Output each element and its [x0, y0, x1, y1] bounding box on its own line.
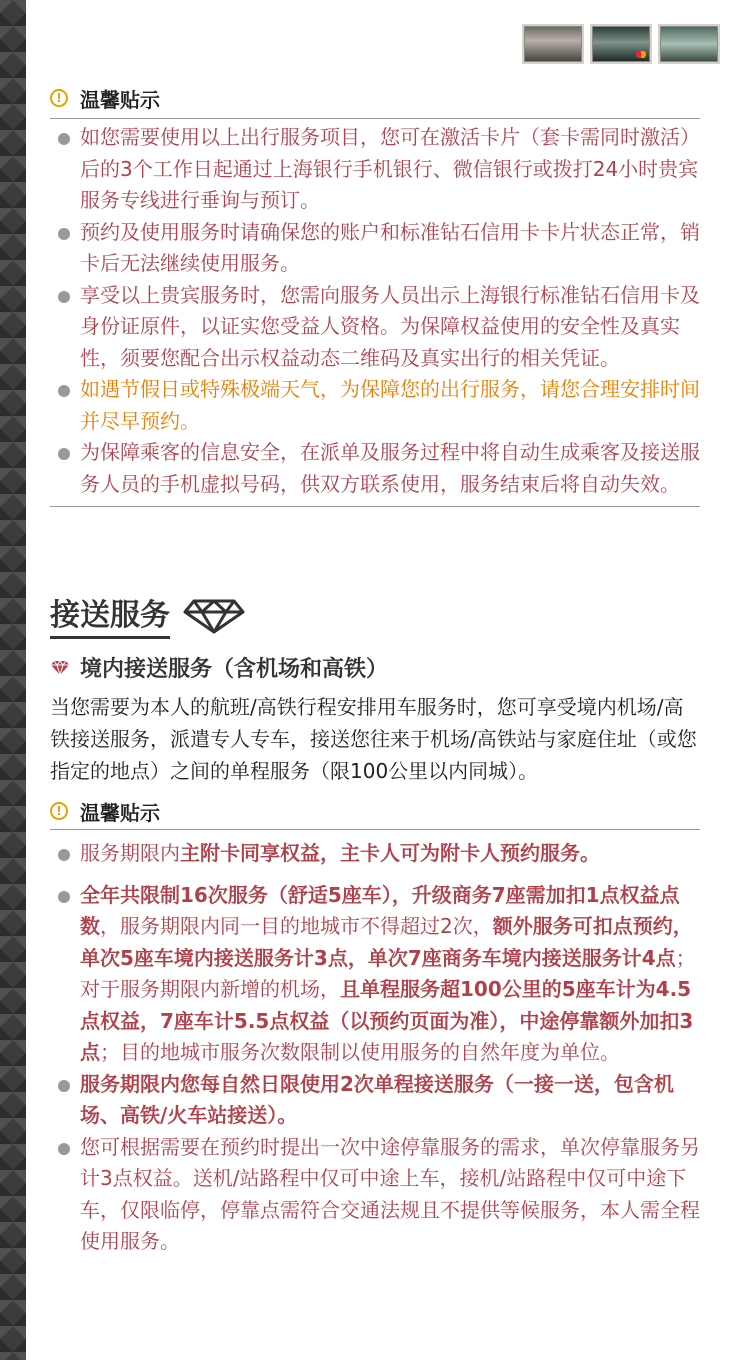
- mastercard-logo-icon: [636, 51, 646, 58]
- list-item: 服务期限内您每自然日限使用2次单程接送服务（一接一送，包含机场、高铁/火车站接送）。: [50, 1069, 700, 1132]
- section-header: [50, 590, 700, 639]
- decorative-side-strip: [0, 0, 26, 1360]
- subheading: [50, 652, 700, 683]
- tips-title: 温馨贴示: [80, 800, 160, 825]
- divider: [50, 506, 700, 507]
- card-thumbnail[interactable]: [660, 26, 718, 62]
- list-text-emphasis: 且单程服务超100公里的5座车计为4.5点权益，7座车计5.5点权益（以预约页面为准），中途停靠额外加扣3点: [80, 977, 694, 1064]
- section-title: 接送服务: [50, 590, 170, 639]
- list-text: ；目的地城市服务次数限制以使用服务的自然年度为单位。: [100, 1040, 620, 1064]
- list-item: 享受以上贵宾服务时，您需向服务人员出示上海银行标准钻石信用卡及身份证原件，以证实您受益人资格。为保障权益使用的安全性及真实性，须要您配合出示权益动态二维码及真实出行的相关凭证。: [50, 280, 700, 375]
- list-text-emphasis: 主附卡同享权益，主卡人可为附卡人预约服务。: [180, 841, 600, 865]
- list-item: [50, 880, 700, 1069]
- list-item: 如遇节假日或特殊极端天气，为保障您的出行服务，请您合理安排时间并尽早预约。: [50, 374, 700, 437]
- list-item: 您可根据需要在预约时提出一次中途停靠服务的需求，单次停靠服务另计3点权益。送机/站路程中仅可中途上车，接机/站路程中仅可中途下车，仅限临停，停靠点需符合交通法规且不提供等候服务，本人需全程使用服务。: [50, 1132, 700, 1258]
- list-text-emphasis: 额外服务可扣点预约，单次5座车境内接送服务计3点，单次7座商务车境内接送服务计4点: [80, 914, 693, 970]
- card-thumbnail[interactable]: [592, 26, 650, 62]
- intro-paragraph: 当您需要为本人的航班/高铁行程安排用车服务时，您可享受境内机场/高铁接送服务，派遣专人专车，接送您往来于机场/高铁站与家庭住址（或您指定的地点）之间的单程服务（限100公里以内同城）。: [50, 695, 697, 783]
- tips-header: [50, 797, 700, 825]
- list-item: 如您需要使用以上出行服务项目，您可在激活卡片（套卡需同时激活）后的3个工作日起通过上海银行手机银行、微信银行或拨打24小时贵宾服务专线进行垂询与预订。: [50, 122, 700, 217]
- card-thumbnail[interactable]: [524, 26, 582, 62]
- divider: [50, 829, 700, 830]
- list-item: 为保障乘客的信息安全，在派单及服务过程中将自动生成乘客及接送服务人员的手机虚拟号码，供双方联系使用，服务结束后将自动失效。: [50, 437, 700, 500]
- tips-list: [50, 838, 700, 1258]
- tips-block-1: [50, 84, 700, 507]
- card-thumbnails: [524, 26, 718, 62]
- tips-header: [50, 84, 700, 112]
- warning-circle-icon: !: [50, 89, 68, 107]
- diamond-small-icon: [50, 660, 70, 676]
- list-text: ；对于服务期限内新增的机场，: [80, 945, 696, 1001]
- tips-block-2: [50, 797, 700, 1258]
- list-text: 服务期限内: [80, 841, 180, 865]
- subheading-text: 境内接送服务（含机场和高铁）: [80, 657, 389, 682]
- tips-title: 温馨贴示: [80, 87, 160, 112]
- warning-circle-icon: !: [50, 802, 68, 820]
- list-text: ，服务期限内同一目的地城市不得超过2次，: [100, 914, 493, 938]
- list-item: 预约及使用服务时请确保您的账户和标准钻石信用卡卡片状态正常，销卡后无法继续使用服务。: [50, 217, 700, 280]
- tips-list: [50, 122, 700, 500]
- divider: [50, 118, 700, 119]
- list-text-emphasis: 全年共限制16次服务（舒适5座车），升级商务7座需加扣1点权益点数: [80, 882, 680, 938]
- list-item: [50, 838, 700, 870]
- service-intro: [50, 652, 700, 787]
- diamond-outline-icon: [182, 595, 246, 635]
